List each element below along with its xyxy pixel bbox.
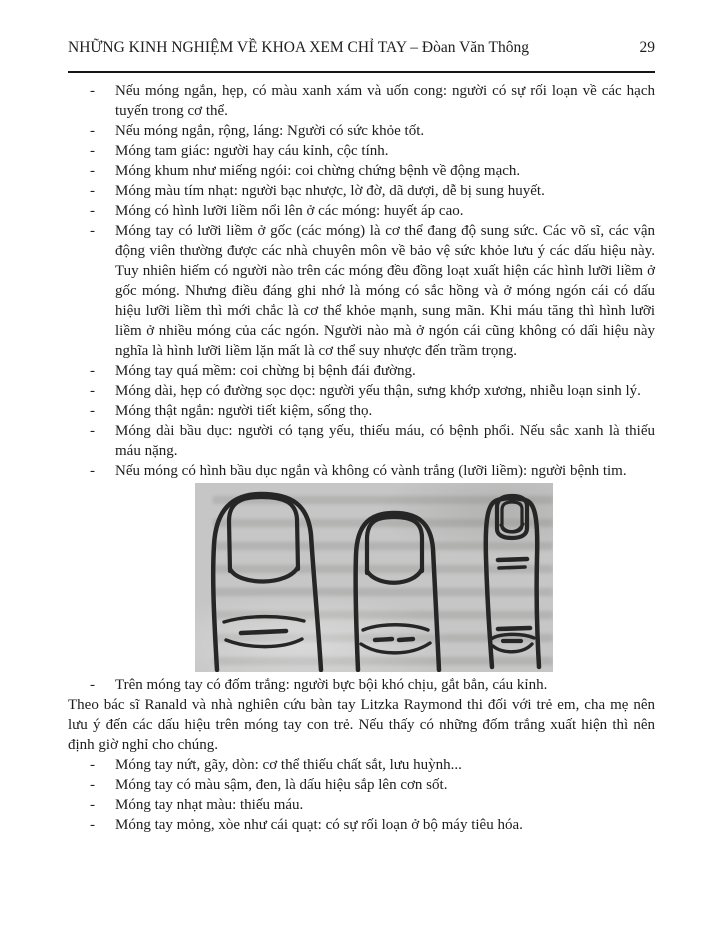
list-item	[68, 795, 655, 815]
list-item	[68, 675, 655, 695]
dash-bullet: -	[90, 797, 95, 813]
list-item	[68, 201, 655, 221]
list-item	[68, 181, 655, 201]
dash-bullet: -	[90, 363, 95, 379]
header-title: NHỮNG KINH NGHIỆM VỀ KHOA XEM CHỈ TAY – Đòan Văn Thông	[68, 39, 529, 56]
fingernail-diagram-figure	[195, 483, 553, 672]
list-item-text: Móng màu tím nhạt: người bạc nhược, lờ đờ, dã dượi, dễ bị sung huyết.	[115, 183, 545, 199]
dash-bullet: -	[90, 143, 95, 159]
dash-bullet: -	[90, 383, 95, 399]
list-item-text: Móng tay mỏng, xòe như cái quạt: có sự rối loạn ở bộ máy tiêu hóa.	[115, 817, 523, 833]
list-item	[68, 401, 655, 421]
list-item	[68, 815, 655, 835]
list-item	[68, 221, 655, 361]
list-item-text: Móng tay có lưỡi liềm ở gốc (các móng) là cơ thể đang độ sung sức. Các võ sĩ, các vận động viên thường được các nhà chuyên môn về bảo vệ sức khỏe lưu ý các dấu hiệu này. Tuy nhiên hiếm có người nào trên các móng đều đồng loạt xuất hiện các hình lưỡi liềm ở gốc móng. Nhưng điều đáng ghi nhớ là móng có sắc hồng và ở móng ngón cái có dấu hiệu lưỡi liềm thì mới chắc là cơ thể khỏe mạnh, sung mãn. Khi máu tăng thì hình lưỡi liềm ở nhiều móng của các ngón. Người nào mà ở ngón cái cũng không có dấi hiệu này nghĩa là hình lưỡi liềm lặn mất là cơ thể suy nhược đến trầm trọng.	[115, 223, 655, 359]
list-item	[68, 361, 655, 381]
dash-bullet: -	[90, 403, 95, 419]
dash-bullet: -	[90, 463, 95, 479]
list-item-text: Móng tay quá mềm: coi chừng bị bệnh đái đường.	[115, 363, 416, 379]
list-item	[68, 381, 655, 401]
dash-bullet: -	[90, 223, 95, 239]
dash-bullet: -	[90, 817, 95, 833]
dash-bullet: -	[90, 777, 95, 793]
list-item	[68, 161, 655, 181]
list-item-text: Nếu móng ngắn, hẹp, có màu xanh xám và uốn cong: người có sự rối loạn về các hạch tuyến trong cơ thể.	[115, 83, 655, 119]
page-number: 29	[639, 39, 655, 56]
list-item-text: Móng dài, hẹp có đường sọc dọc: người yếu thận, sưng khớp xương, nhiễu loạn sinh lý.	[115, 383, 641, 399]
list-item-text: Trên móng tay có đốm trắng: người bực bội khó chịu, gắt bẳn, cáu kỉnh.	[115, 677, 548, 693]
list-item	[68, 141, 655, 161]
dash-bullet: -	[90, 757, 95, 773]
page-header	[68, 38, 655, 58]
list-item-text: Móng có hình lưỡi liềm nổi lên ở các móng: huyết áp cao.	[115, 203, 464, 219]
list-item	[68, 755, 655, 775]
list-item	[68, 461, 655, 481]
list-item-text: Móng tay nứt, gãy, dòn: cơ thể thiếu chất sắt, lưu huỳnh...	[115, 757, 462, 773]
list-item-text: Móng khum như miếng ngói: coi chừng chứng bệnh về động mạch.	[115, 163, 521, 179]
finger-narrow-nail	[486, 496, 539, 667]
finger-long-nail	[213, 494, 321, 670]
list-item	[68, 775, 655, 795]
dash-bullet: -	[90, 203, 95, 219]
dash-bullet: -	[90, 83, 95, 99]
list-item-text: Móng thật ngắn: người tiết kiệm, sống thọ.	[115, 403, 373, 419]
list-item	[68, 421, 655, 461]
list-item-text: Nếu móng ngắn, rộng, láng: Người có sức khỏe tốt.	[115, 123, 425, 139]
body-paragraph: Theo bác sĩ Ranald và nhà nghiên cứu bàn tay Litzka Raymond thi đối với trẻ em, cha mẹ nên lưu ý đến các dấu hiệu trên móng tay con trẻ. Nếu thấy có những đốm trắng xuất hiện thì nên định giờ nghỉ cho chúng.	[68, 697, 655, 753]
finger-short-nail	[356, 513, 439, 670]
list-item	[68, 121, 655, 141]
dash-bullet: -	[90, 423, 95, 439]
list-item-text: Móng dài bầu dục: người có tạng yếu, thiếu máu, có bệnh phổi. Nếu sắc xanh là thiếu máu nặng.	[115, 423, 655, 459]
list-item-text: Nếu móng có hình bầu dục ngắn và không có vành trắng (lưỡi liềm): người bệnh tim.	[115, 463, 627, 479]
dash-bullet: -	[90, 163, 95, 179]
page-body	[68, 81, 655, 835]
dash-bullet: -	[90, 123, 95, 139]
dash-bullet: -	[90, 677, 95, 693]
list-item-text: Móng tay có màu sậm, đen, là dấu hiệu sắp lên cơn sốt.	[115, 777, 448, 793]
dash-bullet: -	[90, 183, 95, 199]
list-item-text: Móng tam giác: người hay cáu kỉnh, cộc tính.	[115, 143, 389, 159]
header-divider	[68, 71, 655, 73]
list-item-text: Móng tay nhạt màu: thiếu máu.	[115, 797, 304, 813]
list-item	[68, 81, 655, 121]
fingernail-drawings	[195, 483, 553, 672]
